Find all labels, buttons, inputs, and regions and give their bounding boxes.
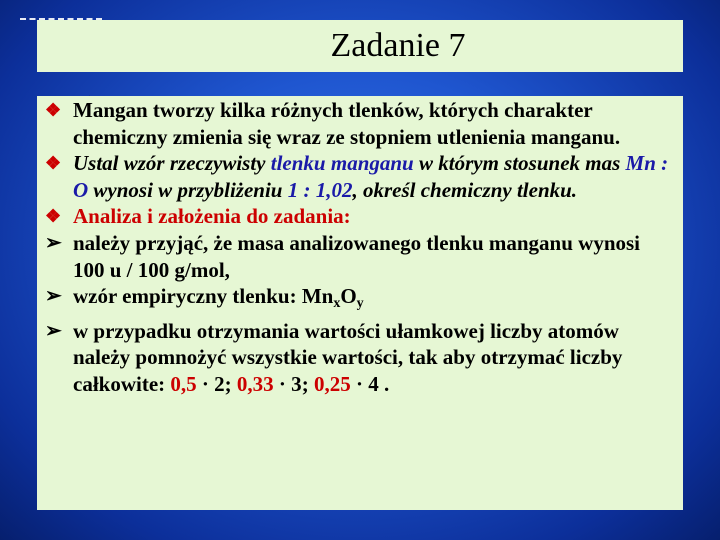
value-0-5: 0,5	[170, 371, 197, 396]
multiplier-3: · 3	[273, 371, 302, 396]
multiplier-2: · 2	[196, 371, 225, 396]
task-highlight-oxide: tlenku manganu	[270, 151, 414, 176]
arrow-right-icon: ➢	[45, 231, 62, 254]
task-text-1: Ustal wzór rzeczywisty	[73, 151, 271, 176]
task-text-3: wynosi w przybliżeniu	[88, 177, 288, 202]
paragraph-task	[45, 150, 669, 203]
value-0-33: 0,33	[236, 371, 274, 396]
task-text-4: , określ chemiczny tlenku.	[352, 177, 578, 202]
four-petal-diamond-icon: ❖	[45, 153, 62, 174]
paragraph-mangan-oxides	[45, 97, 669, 150]
formula-subscript-y: y	[356, 296, 364, 312]
slide-title: Zadanie 7	[330, 27, 466, 64]
rule-text: w przypadku otrzymania wartości ułamkowej liczby atomów należy pomnożyć wszystkie wartości, tak aby otrzymać liczby całkowite:	[73, 318, 623, 396]
formula-oxygen: O	[340, 284, 357, 309]
four-petal-diamond-icon: ❖	[45, 100, 62, 120]
task-symbol-mn: Mn	[625, 151, 656, 176]
title-panel	[37, 20, 683, 72]
formula-subscript-x: x	[333, 296, 341, 312]
arrow-right-icon: ➢	[45, 319, 62, 342]
separator: ;	[224, 371, 237, 396]
paragraph-fraction-rule	[45, 318, 669, 398]
task-text-2: w którym stosunek mas	[413, 151, 626, 176]
task-ratio: 1 : 1,02	[287, 177, 353, 202]
paragraph-empirical-formula	[45, 283, 669, 318]
task-symbol-o: O	[73, 177, 89, 202]
task-colon: :	[655, 151, 669, 176]
separator: ;	[301, 371, 314, 396]
value-0-25: 0,25	[313, 371, 351, 396]
analysis-heading: Analiza i założenia do zadania:	[73, 204, 351, 229]
four-petal-diamond-icon: ❖	[45, 206, 62, 227]
paragraph-text: Mangan tworzy kilka różnych tlenków, których charakter chemiczny zmienia się wraz ze stopniem utlenienia manganu.	[73, 98, 621, 149]
formula-text: wzór empiryczny tlenku: Mn	[73, 284, 334, 309]
arrow-right-icon: ➢	[45, 285, 62, 308]
sentence-end: .	[378, 371, 390, 396]
content-panel	[37, 96, 683, 510]
assumption-text: należy przyjąć, że masa analizowanego tlenku manganu wynosi 100 u / 100 g/mol,	[73, 230, 640, 282]
multiplier-4: · 4	[350, 371, 379, 396]
paragraph-mass-assumption	[45, 230, 669, 283]
paragraph-analysis-heading	[45, 203, 669, 230]
